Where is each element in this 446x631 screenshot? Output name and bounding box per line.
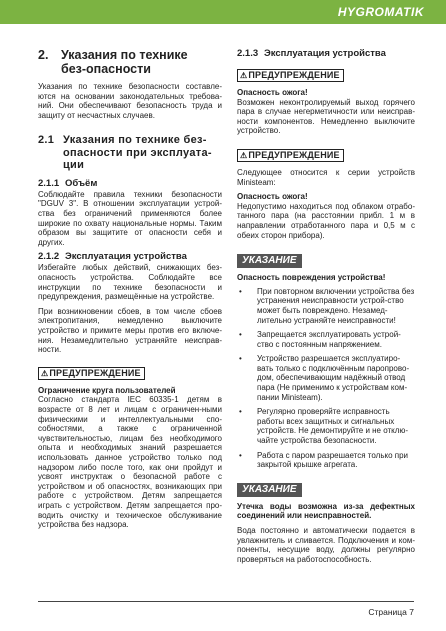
warning-triangle-icon: ⚠ — [240, 71, 248, 80]
paragraph-scope: Соблюдайте правила техники безопасности "DGUV 3". В отношении эксплуатации устрой-ства без ограничений применяются более широкие по охвату национальные нормы. Таким образом вы защитите от опасности себя и других. — [38, 189, 222, 247]
header-bar — [0, 0, 446, 24]
paragraph-operation: Избегайте любых действий, снижающих без-опасность устройства. Соблюдайте все инструкции по технике безопасности и предупреждения, размещённые на устройстве. — [38, 263, 222, 302]
warning-box — [237, 145, 415, 163]
warning-triangle-icon: ⚠ — [41, 368, 49, 378]
note-label: УКАЗАНИЕ — [237, 483, 302, 497]
note-title: Утечка воды возможна из-за дефектных соединений или неисправностей. — [237, 501, 415, 521]
subsection-title: Указания по технике без-опасности при эксплуата-ции — [63, 134, 212, 172]
list-item-text: При повторном включении устройства без устранения неисправности устрой-ство может быть повреждено. Незамед-лительно устраняйте неисправности! — [257, 286, 415, 325]
left-column — [38, 48, 222, 530]
subsubsection-number: 2.1.2 — [38, 251, 60, 263]
warning-triangle-icon: ⚠ — [240, 150, 248, 160]
list-item-text: Регулярно проверяйте исправность работы всех защитных и сигнальных устройств. Не демонтируйте и не отклю-чайте устройства безопасности. — [257, 407, 409, 446]
subsubsection-title: Эксплуатация устройства — [65, 251, 187, 263]
note-box — [237, 479, 415, 497]
right-column — [237, 48, 415, 564]
warning-title: Ограничение круга пользователей — [38, 385, 176, 395]
subsubsection-number: 2.1.3 — [237, 48, 259, 59]
warning-label-text: ПРЕДУПРЕЖДЕНИЕ — [248, 149, 340, 160]
list-item — [237, 287, 415, 325]
subsubsection-heading — [237, 48, 415, 59]
footer-divider — [38, 601, 414, 602]
subsubsection-heading — [38, 178, 222, 189]
intro-paragraph: Указания по технике безопасности составле-ются на основании законодательных требова-ний. Они обеспечивают безопасность труда и защиту от несчастных случаев. — [38, 82, 222, 120]
warning-label — [237, 149, 344, 162]
note-title: Опасность повреждения устройства! — [237, 273, 386, 283]
list-item — [237, 407, 415, 445]
warning-label — [38, 367, 145, 380]
subsection-number: 2.1 — [38, 134, 55, 147]
bullet-icon: • — [239, 286, 242, 296]
warning-box — [38, 363, 222, 381]
note-text: Вода постоянно и автоматически подается в увлажнитель и сливается. Подключения и ком-поненты, несущие воду, должны регулярно проверяться на работоспособность. — [237, 526, 415, 564]
bullet-icon: • — [239, 330, 242, 340]
bullet-icon: • — [239, 354, 242, 364]
warning-text: Возможен неконтролируемый выход горячего пара в случае негерметичности или неисправ-ности компонентов. Немедленно выключите устройство. — [237, 97, 415, 136]
subsubsection-title: Эксплуатация устройства — [264, 48, 386, 59]
subsection-heading — [38, 134, 222, 172]
section-number: 2. — [38, 48, 49, 62]
page-number: Страница 7 — [368, 607, 414, 617]
list-item — [237, 451, 415, 470]
section-title: Указания по технике без-опасности — [61, 48, 188, 76]
bullet-icon: • — [239, 450, 242, 460]
warning-box — [237, 65, 415, 83]
subsubsection-title: Объём — [65, 177, 98, 189]
note-label: УКАЗАНИЕ — [237, 254, 302, 268]
warning-label-text: ПРЕДУПРЕЖДЕНИЕ — [248, 70, 340, 80]
list-item — [237, 354, 415, 402]
bullet-list — [237, 287, 415, 470]
paragraph-faults: При возникновении сбоев, в том числе сбоев электропитания, немедленно выключите устройство и примите меры против его включе-ния. Незамедлительно устраняйте неисправ-ности. — [38, 306, 222, 355]
subsubsection-number: 2.1.1 — [38, 177, 60, 189]
warning-text: Недопустимо находиться под облаком отрабо-танного пара (на расстоянии прибл. 1 м в направлении отработанного пара и 0,5 м с обеих сторон прибора). — [237, 201, 415, 240]
warning-label-text: ПРЕДУПРЕЖДЕНИЕ — [49, 367, 141, 378]
section-heading — [38, 48, 222, 76]
subsubsection-heading — [38, 251, 222, 262]
list-item — [237, 330, 415, 349]
warning-intro: Следующее относится к серии устройств Ministeam: — [237, 167, 415, 187]
warning-label — [237, 69, 344, 82]
hygromatik-logo: HYGROMATIK — [337, 5, 424, 19]
bullet-icon: • — [239, 407, 242, 417]
warning-title: Опасность ожога! — [237, 192, 308, 202]
warning-text: Согласно стандарта IEC 60335-1 детям в возрасте от 8 лет и лицам с ограничен-ными физическими и интеллектуальными спо-собностями, а также с ограниченной чувствительностью, лицам без необходимого опыта и необходимых знаний разрешается использовать данное устройство только под надзором либо после того, как они пройдут и усвоят инструктаж о безопасной работе с устройством и об опасностях, возникающих при работе с устройством. Детям запрещается играть с устройством. Детям запрещается про-водить очистку и техническое обслуживание устройства без надзора. — [38, 395, 222, 530]
list-item-text: Работа с паром разрешается только при закрытой крышке агрегата. — [257, 450, 408, 470]
warning-title: Опасность ожога! — [237, 88, 308, 97]
note-box — [237, 250, 415, 268]
list-item-text: Запрещается эксплуатировать устрой-ство с постоянным напряжением. — [257, 330, 401, 349]
list-item-text: Устройство разрешается эксплуатиро-вать только с подключённым паропрово-дом, обеспечивающим надёжный отвод пара (Не применимо к устройствам ком-пании Ministeam). — [257, 354, 410, 402]
